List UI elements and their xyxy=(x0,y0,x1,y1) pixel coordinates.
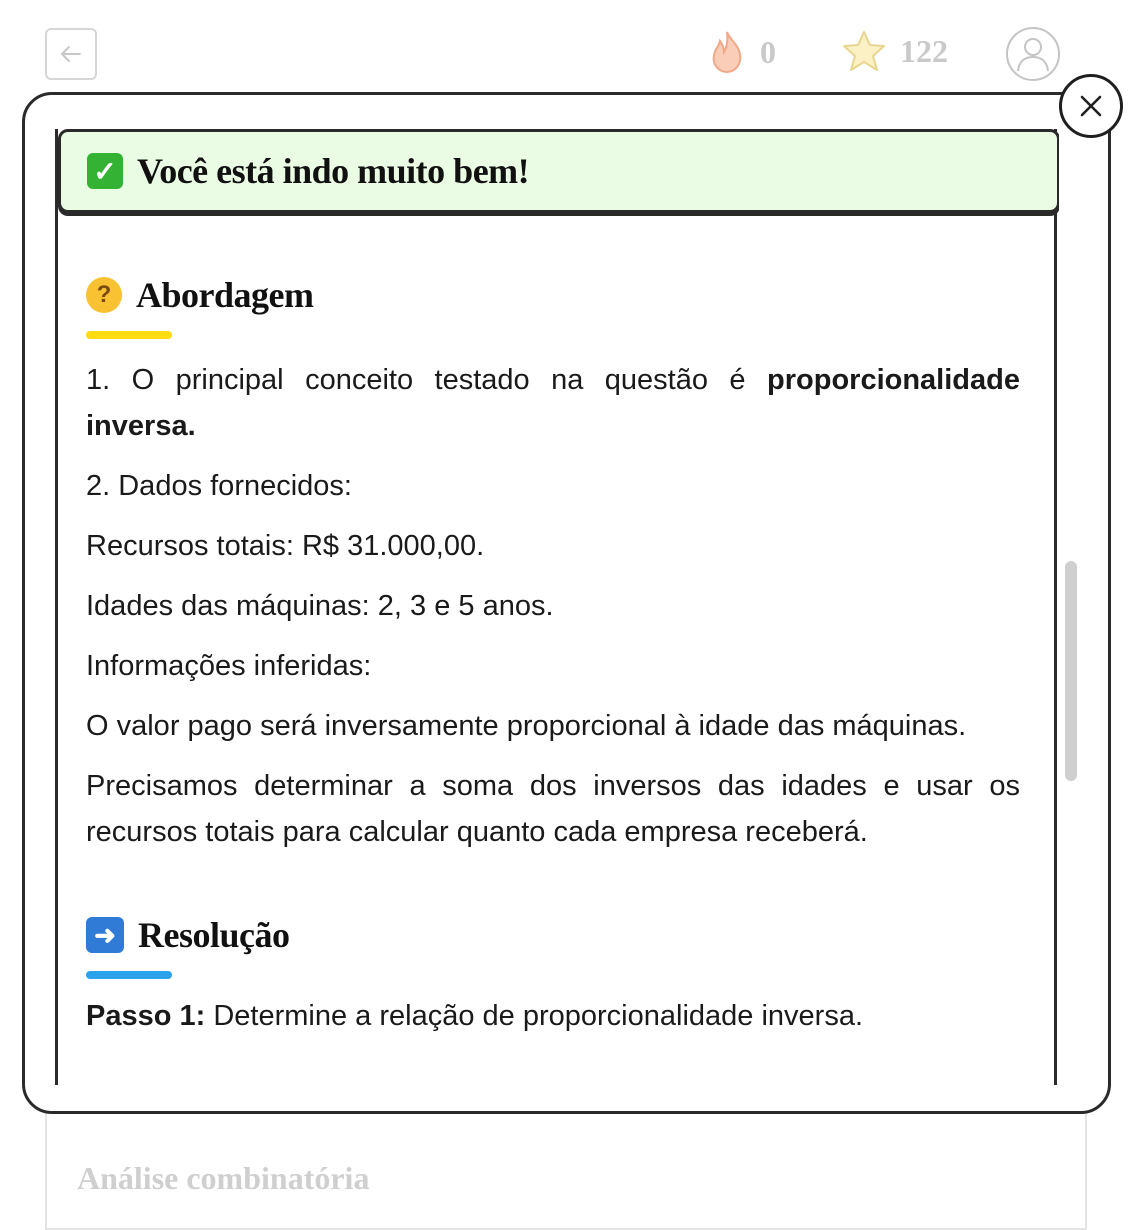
topic-card-title: Análise combinatória xyxy=(77,1160,370,1196)
paragraph-bold: proporcionalidade inversa. xyxy=(86,364,1020,442)
paragraph: Idades das máquinas: 2, 3 e 5 anos. xyxy=(86,590,554,622)
paragraph xyxy=(86,357,1020,449)
modal-scroll-area[interactable] xyxy=(55,129,1059,1085)
back-button[interactable] xyxy=(45,28,97,80)
close-icon xyxy=(1079,94,1103,118)
section-underline xyxy=(86,331,172,339)
streak-count: 0 xyxy=(760,33,776,70)
thinking-face-icon: ? xyxy=(86,277,122,313)
step-text: Determine a relação de proporcionalidade inversa. xyxy=(205,1000,864,1032)
right-arrow-icon: ➜ xyxy=(86,917,124,953)
paragraph: Informações inferidas: xyxy=(86,650,372,682)
profile-avatar-button[interactable] xyxy=(1006,27,1060,81)
resolucao-heading xyxy=(86,907,1020,963)
paragraph: O valor pago será inversamente proporcional à idade das máquinas. xyxy=(86,710,967,742)
feedback-modal xyxy=(22,92,1111,1114)
star-icon xyxy=(842,30,886,72)
user-icon xyxy=(1015,35,1051,73)
step-paragraph xyxy=(86,993,1020,1039)
close-button[interactable] xyxy=(1059,74,1123,138)
section-title-abordagem: Abordagem xyxy=(136,275,314,315)
success-banner xyxy=(58,129,1059,213)
paragraph: 2. Dados fornecidos: xyxy=(86,470,352,502)
background-topic-card xyxy=(45,1110,1087,1230)
stars-count: 122 xyxy=(900,32,948,69)
stars-counter xyxy=(842,30,948,72)
section-title-resolucao: Resolução xyxy=(138,915,290,955)
step-label: Passo 1: xyxy=(86,1000,206,1032)
explanation-content xyxy=(86,267,1020,1039)
streak-counter xyxy=(708,30,776,74)
paragraph-text: 1. O principal conceito testado na questão é xyxy=(86,364,768,396)
check-mark-icon: ✓ xyxy=(87,153,123,189)
paragraph: Precisamos determinar a soma dos inversos das idades e usar os recursos totais para calcular quanto cada empresa receberá. xyxy=(86,770,1020,848)
paragraph: Recursos totais: R$ 31.000,00. xyxy=(86,530,485,562)
arrow-left-icon xyxy=(60,45,82,63)
modal-content-panel xyxy=(55,129,1057,1085)
abordagem-heading xyxy=(86,267,1020,323)
section-underline xyxy=(86,971,172,979)
fire-icon xyxy=(708,30,746,74)
scrollbar-thumb[interactable] xyxy=(1065,561,1077,781)
success-message: Você está indo muito bem! xyxy=(137,151,530,191)
